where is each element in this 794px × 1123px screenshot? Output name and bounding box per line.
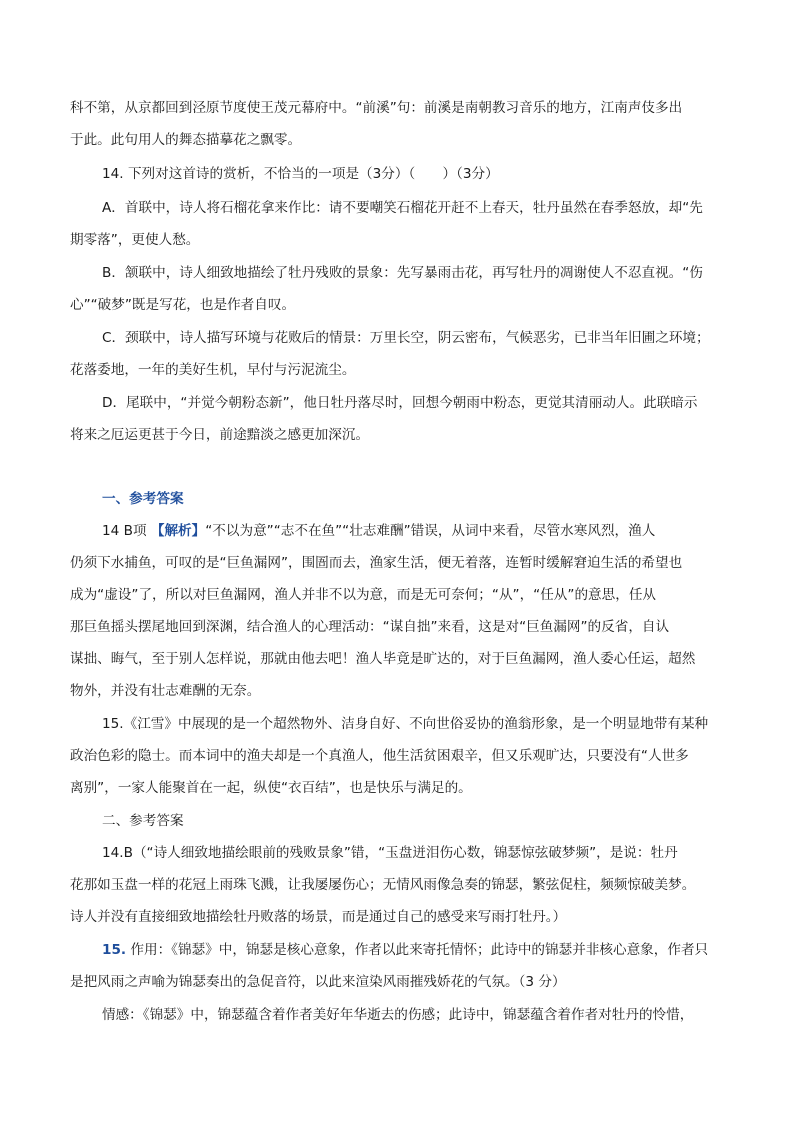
section-2-answer-15-line: 情感：《锦瑟》中，锦瑟蕴含着作者美好年华逝去的伤感；此诗中，锦瑟蕴含着作者对牡丹的怜惜， xyxy=(102,1007,694,1023)
analysis-tag: 【解析】 xyxy=(150,523,206,539)
section-2-answer-14-line: 诗人并没有直接细致地描绘牡丹败落的场景，而是通过自己的感受来写雨打牡丹。） xyxy=(70,909,567,925)
answer-14-line: 成为“虚设”了，所以对巨鱼漏网，渔人并非不以为意，而是无可奈何；“从”，“任从”的意思，任从 xyxy=(70,587,657,603)
answer-15-line: 15.《江雪》中展现的是一个超然物外、洁身自好、不向世俗妥协的渔翁形象，是一个明显地带有某种 xyxy=(102,716,709,732)
section-2-heading: 二、参考答案 xyxy=(102,813,184,829)
option-c-line: C．颈联中，诗人描写环境与花败后的情景：万里长空，阴云密布，气候恶劣，已非当年旧圃之环境； xyxy=(102,330,710,346)
section-2-answer-15-line xyxy=(102,941,708,959)
option-a-line: 期零落”，更使人愁。 xyxy=(70,232,200,248)
paragraph-line: 于此。此句用人的舞态描摹花之飘零。 xyxy=(70,132,302,148)
question-14: 14. 下列对这首诗的赏析，不恰当的一项是（3分）（ ）（3分） xyxy=(102,166,499,182)
option-b-line: B．颔联中，诗人细致地描绘了牡丹残败的景象：先写暴雨击花，再写牡丹的凋谢使人不忍直视。“伤 xyxy=(102,265,703,281)
answer-14-line: 那巨鱼摇头摆尾地回到深渊，结合渔人的心理活动：“谋自拙”来看，这是对“巨鱼漏网”的反省，自认 xyxy=(70,619,670,635)
answer-14-line: 仍须下水捕鱼，可叹的是“巨鱼漏网”，围圄而去，渔家生活，便无着落，连暂时缓解窘迫生活的希望也 xyxy=(70,555,683,571)
answer-14-text: “不以为意”“志不在鱼”“壮志难酬”错误，从词中来看，尽管水寒风烈，渔人 xyxy=(205,523,656,539)
answer-14-line xyxy=(102,522,655,540)
option-b-line: 心”“破梦”既是写花，也是作者自叹。 xyxy=(70,297,296,313)
section-1-heading: 一、参考答案 xyxy=(102,491,184,507)
paragraph-line: 科不第，从京都回到泾原节度使王茂元幕府中。“前溪”句：前溪是南朝教习音乐的地方，江南声伎多出 xyxy=(70,100,683,116)
option-c-line: 花落委地，一年的美好生机，早付与污泥流尘。 xyxy=(70,362,356,378)
option-a-line: A．首联中，诗人将石榴花拿来作比：请不要嘲笑石榴花开赶不上春天，牡丹虽然在春季怒放，却“先 xyxy=(102,200,703,216)
answer-14-line: 谋拙、晦气，至于别人怎样说，那就由他去吧！渔人毕竟是旷达的，对于巨鱼漏网，渔人委心任运，超然 xyxy=(70,651,696,667)
answer-15-text: 作用：《锦瑟》中，锦瑟是核心意象，作者以此来寄托情怀；此诗中的锦瑟并非核心意象，作者只 xyxy=(126,942,709,958)
answer-15-line: 政治色彩的隐士。而本词中的渔夫却是一个真渔人，他生活贫困艰辛，但又乐观旷达，只要没有“人世多 xyxy=(70,748,689,764)
answer-14-number: 14 B项 xyxy=(102,523,147,539)
section-2-answer-15-line: 是把风雨之声喻为锦瑟奏出的急促音符，以此来渲染风雨摧残娇花的气氛。（3 分） xyxy=(70,974,566,990)
answer-14-line: 物外，并没有壮志难酬的无奈。 xyxy=(70,683,261,699)
answer-15-line: 离别”，一家人能聚首在一起，纵使“衣百结”，也是快乐与满足的。 xyxy=(70,780,472,796)
option-d-line: D．尾联中，“并觉今朝粉态新”，他日牡丹落尽时，回想今朝雨中粉态，更觉其清丽动人。此联暗示 xyxy=(102,395,698,411)
answer-15-number: 15. xyxy=(102,942,127,958)
section-2-answer-14-line: 14.B（“诗人细致地描绘眼前的残败景象”错，“玉盘迸泪伤心数，锦瑟惊弦破梦频”，是说：牡丹 xyxy=(102,845,678,861)
section-2-answer-14-line: 花那如玉盘一样的花冠上雨珠飞溅，让我屡屡伤心；无情风雨像急奏的锦瑟，繁弦促柱，频频惊破美梦。 xyxy=(70,877,696,893)
option-d-line: 将来之厄运更甚于今日，前途黯淡之感更加深沉。 xyxy=(70,427,370,443)
